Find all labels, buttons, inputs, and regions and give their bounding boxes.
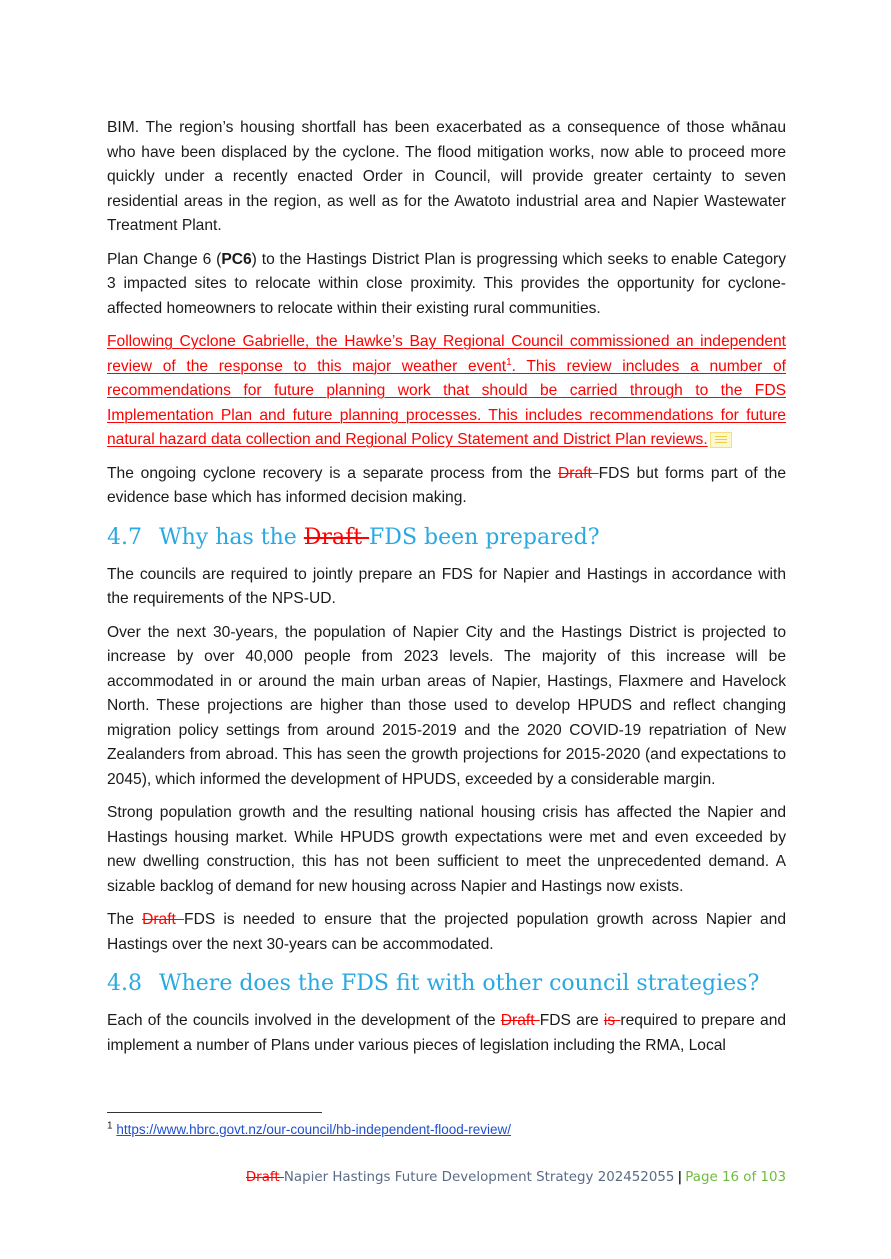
paragraph-council-plans xyxy=(107,1009,786,1058)
page-number: Page 16 of 103 xyxy=(685,1170,786,1185)
heading-text: Why has the xyxy=(159,524,304,550)
heading-4-8 xyxy=(107,969,786,999)
page-footer xyxy=(246,1170,786,1185)
footnote-reference[interactable]: 1 xyxy=(506,356,512,368)
text-run: FDS are xyxy=(539,1012,604,1029)
deleted-text: Draft xyxy=(303,524,370,550)
heading-number: 4.7 xyxy=(107,524,142,550)
heading-number: 4.8 xyxy=(107,971,142,996)
footnote-link[interactable]: https://www.hbrc.govt.nz/our-council/hb-independent-flood-review/ xyxy=(116,1122,512,1137)
footnote-number: 1 xyxy=(107,1120,113,1132)
deleted-text: Draft xyxy=(142,911,185,928)
text-run: required to prepare and implement a number of Plans under various pieces of legislation including the RMA, Local xyxy=(107,1012,787,1054)
deleted-text: is xyxy=(603,1012,621,1029)
text-run: The xyxy=(107,911,143,928)
bold-term-pc6: PC6 xyxy=(221,250,252,268)
deleted-text: Draft xyxy=(245,1170,284,1185)
paragraph-councils-required: The councils are required to jointly prepare an FDS for Napier and Hastings in accordance with the requirements of the NPS-UD. xyxy=(107,565,786,607)
paragraph-plan-change-6 xyxy=(107,248,786,322)
document-body xyxy=(107,116,786,1067)
footer-separator: | xyxy=(677,1170,683,1185)
footer-title: Napier Hastings Future Development Strategy 202452055 xyxy=(283,1170,675,1185)
deleted-text: Draft xyxy=(558,464,599,482)
text-run: FDS but forms part of the evidence base which has informed decision making. xyxy=(107,464,786,506)
text-run: FDS is needed to ensure that the projected population growth across Napier and Hastings over the next 30-years can be accommodated. xyxy=(107,911,786,953)
heading-4-7 xyxy=(107,523,786,553)
deleted-text: Draft xyxy=(500,1012,540,1029)
paragraph-inserted-review xyxy=(107,330,786,453)
paragraph-cyclone-recovery xyxy=(107,462,786,511)
text-run: ) to the Hastings District Plan is progressing which seeks to enable Category 3 impacted sites to relocate within close proximity. This provides the opportunity for cyclone-affected homeowners to relocate within their existing rural communities. xyxy=(107,250,786,317)
comment-icon[interactable] xyxy=(710,432,732,448)
paragraph-population-projection: Over the next 30-years, the population of Napier City and the Hastings District is projected to increase by over 40,000 people from 2023 levels. The majority of this increase will be accommodated in or around the main urban areas of Napier, Hastings, Flaxmere and Havelock North. These projections are higher than those used to develop HPUDS and reflect changing migration policy settings from around 2015-2019 and the 2020 COVID-19 repatriation of New Zealanders from abroad. This has seen the growth projections for 2015-2020 (and expectations to 2045), which informed the development of HPUDS, exceeded by a considerable margin. xyxy=(107,623,786,788)
text-run: . This review includes a number of recommendations for future planning work that should be carried through to the FDS Implementation Plan and future planning processes. This includes recommendations for future natural hazard data collection and Regional Policy Statement and District Plan reviews. xyxy=(107,357,786,448)
paragraph-housing-crisis: Strong population growth and the resulting national housing crisis has affected the Napier and Hastings housing market. While HPUDS growth expectations were met and even exceeded by new dwelling construction, this has not been sufficient to meet the unprecedented demand. A sizable backlog of demand for new housing across Napier and Hastings now exists. xyxy=(107,804,786,895)
text-run: The ongoing cyclone recovery is a separate process from the xyxy=(107,464,559,482)
text-run: Plan Change 6 ( xyxy=(107,250,222,268)
paragraph-fds-needed xyxy=(107,908,786,957)
footnote-separator xyxy=(107,1112,322,1113)
paragraph-cyclone-impact: BIM. The region’s housing shortfall has been exacerbated as a consequence of those whānau who have been displaced by the cyclone. The flood mitigation works, now able to proceed more quickly under a recently enacted Order in Council, will provide greater certainty to seven residential areas in the region, as well as for the Awatoto industrial area and Napier Wastewater Treatment Plant. xyxy=(107,119,786,234)
heading-text: FDS been prepared? xyxy=(369,524,600,550)
text-run: Following Cyclone Gabrielle, the Hawke’s Bay Regional Council commissioned an independent review of the response to this major weather event xyxy=(107,333,786,375)
text-run: Each of the councils involved in the development of the xyxy=(107,1012,501,1029)
heading-text: Where does the FDS fit with other council strategies? xyxy=(159,971,760,996)
footnote xyxy=(107,1120,511,1140)
